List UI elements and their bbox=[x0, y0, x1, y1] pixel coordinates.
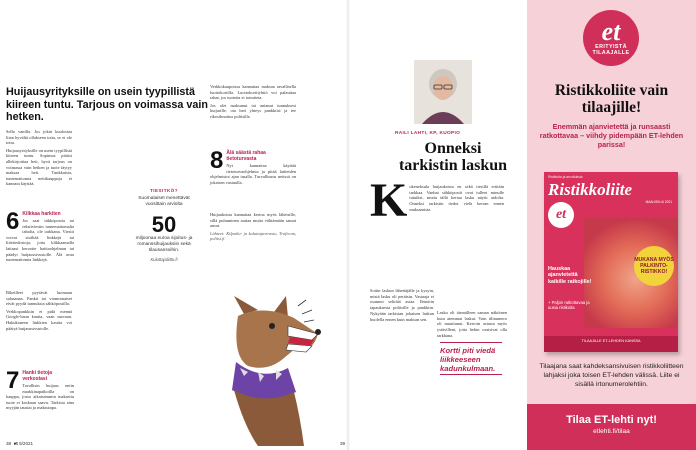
ad-body-text: Tilaajana saat kahdeksansivuisen ristikkoliitteen lahjaksi joka toisen ET-lehden välissä. Liite ei sisällä irtonumerolehtiin. bbox=[539, 363, 684, 388]
col4-paragraph-3: Huijauksista kannattaa kertoa myös läheisille, sillä puhuminen auttaa muita välttämään samat ansat. bbox=[210, 212, 296, 229]
et-logo-badge bbox=[583, 10, 639, 66]
article-column-3 bbox=[437, 310, 507, 339]
article-byline: RAILI LAHTI, KP, KUOPIO bbox=[395, 131, 461, 136]
footer-issue: 5/2021 bbox=[19, 441, 34, 446]
fact-description: miljoonaa euroa sijoitus- ja romanssihuijauksiin sekä tilausansoihin. bbox=[135, 236, 193, 253]
fourth-column bbox=[210, 84, 296, 122]
cta-url-link[interactable]: etlehti.fi/tilaa bbox=[593, 428, 630, 435]
fourth-column-continued bbox=[210, 212, 296, 244]
intro-paragraph-2: Huijausyrityksille on usein tyypillistä kiireen tuntu. Sopimus pitäisi allekirjoittaa heti, hyvä tarjous on voimassa vain hetken ja tuote täytyy maksaa heti. Tunkkaisia, tuntemattomia nettikauppoja ei kannata käyttää. bbox=[6, 147, 72, 187]
fact-label: TIESITKÖ? bbox=[150, 188, 178, 193]
fact-number: 50 bbox=[151, 212, 177, 237]
tip-8-text: Nyt kannattaa käyttää tietoturvaohjelmia ja pitää laitteiden ohjelmistot ajan tasalla. Turvallisuus netissä on jokaisen vastuulla. bbox=[210, 163, 296, 185]
page-gutter bbox=[346, 0, 350, 450]
fact-box bbox=[134, 188, 194, 262]
cover-title: Ristikkoliite bbox=[548, 180, 633, 199]
tip-7-text: Tavallisin huijaus netin markkinapaikoilla on kauppa, jossa aikaisemmin maksettu tuote ei koskaan saavu. Tarkista aina myyjän taustat ja maksutapa. bbox=[6, 383, 74, 411]
col4-paragraph-2: Jos olet maksanut tai antanut tunnuksesi huijarille, ota heti yhteys pankkiisi ja tee rikosilmoitus poliisille. bbox=[210, 102, 296, 119]
pullquote-rule-bottom bbox=[440, 374, 502, 375]
subscription-ad[interactable] bbox=[527, 0, 696, 450]
left-folio bbox=[6, 441, 33, 446]
article-paragraph-3: Lasku oli täsmälleen saman näköinen kuin aiemmat laskut. Vain tilinumero oli muuttunut. Kerroin asiasta myös ystävilleni, jotta hekin osaisivat olla tarkkana. bbox=[437, 310, 507, 338]
col4-paragraph-1: Verkkokaupoissa kannattaa maksaa tavallisella luottokortilla. Luottokorttiyhtiö voi palauttaa rahat, jos tuotetta ei toimiteta. bbox=[210, 84, 296, 101]
article-column-1 bbox=[370, 174, 504, 227]
tip-8-title: Älä säästä rahaa tietoturvasta bbox=[226, 150, 266, 162]
author-portrait bbox=[414, 60, 472, 124]
dog-nose bbox=[315, 329, 321, 335]
cover-subline: + Paljon ratkottavaa ja uusia ristikoita bbox=[548, 300, 590, 310]
second-column bbox=[6, 290, 72, 333]
article-column-2 bbox=[370, 288, 434, 322]
cover-kicker: Ristikoita ja arvoituksia bbox=[548, 175, 583, 179]
angry-dog-illustration bbox=[214, 296, 324, 446]
col2-paragraph-1: Bikeilleet pyytävät luomaan salasanaa. Pankit tai viranomaiset eivät pyydä tunnuksia sähköpostilla. bbox=[6, 290, 72, 307]
author-photo bbox=[414, 60, 472, 124]
tip-8-number: 8 bbox=[210, 147, 224, 174]
tip-6-title: Kilkkaa harkiten bbox=[22, 211, 61, 217]
right-page-folio: 39 bbox=[340, 441, 346, 446]
bark-lines bbox=[298, 300, 314, 322]
pull-quote: Kortti piti viedä liikkeeseen kadunkulmaan. bbox=[440, 346, 496, 373]
section-headline: Huijausyrityksille on usein tyypillistä kiireen tuntu. Tarjous on voimassa vain hetken. bbox=[6, 86, 208, 124]
et-logo-subtitle: ERITYISTÄ TILAAJALLE bbox=[592, 44, 630, 56]
tip-7-number: 7 bbox=[6, 367, 20, 394]
et-logo-mark: et bbox=[601, 17, 621, 46]
dog-eye bbox=[269, 323, 275, 329]
article-paragraph-2: Soitin laskun lähettäjälle ja kysyin, mistä lasku oli peräisin. Vastaaja ei osannut selittää asiaa. Ilmoitin tapauksesta poliisille ja pankkiin. Nykyään tarkistan jokaisen laskun huolella ennen kuin maksan sen. bbox=[370, 288, 434, 322]
col4-sources: Lähteet: Kilpailu- ja kuluttajavirasto, Traficom, poliisi.fi bbox=[210, 230, 296, 242]
tip-6-text: Jos saat sähköpostia tai tekstiviestin tuntemattomalta taholta, ole tarkkana. Viestit voivat sisältää linkkejä tai liitetiedostoja, joita klikkaamalla laitaasi kerootte haittaohjelman tai päädyt huijaussivustolle. Älä avaa tuntemattomia linkkejä. bbox=[6, 218, 74, 263]
cta-title[interactable]: Tilaa ET-lehti nyt! bbox=[566, 414, 657, 426]
intro-paragraph-1: Sello vanilla. Jos jokin kuulostaa liian hyvältä ollakseen totta, se ei ole totta. bbox=[6, 129, 72, 146]
tip-6-number: 6 bbox=[6, 208, 20, 235]
cover-issue: MAALISKUU 2021 bbox=[645, 200, 672, 204]
cover-badge: MUKANA MYÖS PALKINTO-RISTIKKO! bbox=[634, 246, 674, 286]
subscribe-cta[interactable] bbox=[527, 404, 696, 450]
tip-6 bbox=[6, 208, 74, 263]
article-paragraph-1: okeneksula huijauksista en sekä tiesillä erittäin tarkkaa. Vanhat sähköpostit ovat tulleet minulle tutuiksi, mutta tällä kertaa lasku näytti aidolta. Onneksi tarkistin tiedot vielä kerran ennen maksamista. bbox=[409, 184, 504, 212]
tip-7 bbox=[6, 367, 74, 411]
pullquote-rule-top bbox=[440, 342, 502, 343]
article-title: Onneksi tarkistin laskun bbox=[398, 140, 508, 174]
intro-column bbox=[6, 129, 72, 189]
cover-logo: et bbox=[548, 202, 574, 228]
cover-headline: Hauskaa ajanvietettä kaikille ratkojille! bbox=[548, 266, 592, 285]
col2-paragraph-2: Verkkopankkiin ei pidä mennä Google-haun kautta, vaan suoraan. Hakukoneen linkkien kautta voi päätyä huijaussivustolle. bbox=[6, 308, 72, 331]
footer-magazine: et bbox=[13, 441, 18, 446]
cover-footer-bar: TILAAJILLE ET-LEHDEN KANSSA bbox=[544, 336, 678, 352]
page-number: 38 bbox=[6, 441, 12, 446]
magazine-cover bbox=[544, 172, 678, 352]
ad-title: Ristikkoliite vain tilaajille! bbox=[554, 82, 669, 116]
ad-subtitle: Enemmän ajanvietettä ja runsaasti ratkottavaa – viihdy pidempään ET-lehden parissa! bbox=[539, 122, 684, 149]
fact-intro: Suomalaiset menettävät vuosittain arviolta bbox=[138, 196, 190, 207]
tip-7-title: Hanki tietoja verkostasi bbox=[22, 370, 53, 382]
tip-8 bbox=[210, 147, 296, 185]
fact-source: Kuluttajaliitto.fi bbox=[150, 257, 178, 262]
drop-cap: K bbox=[370, 174, 408, 227]
